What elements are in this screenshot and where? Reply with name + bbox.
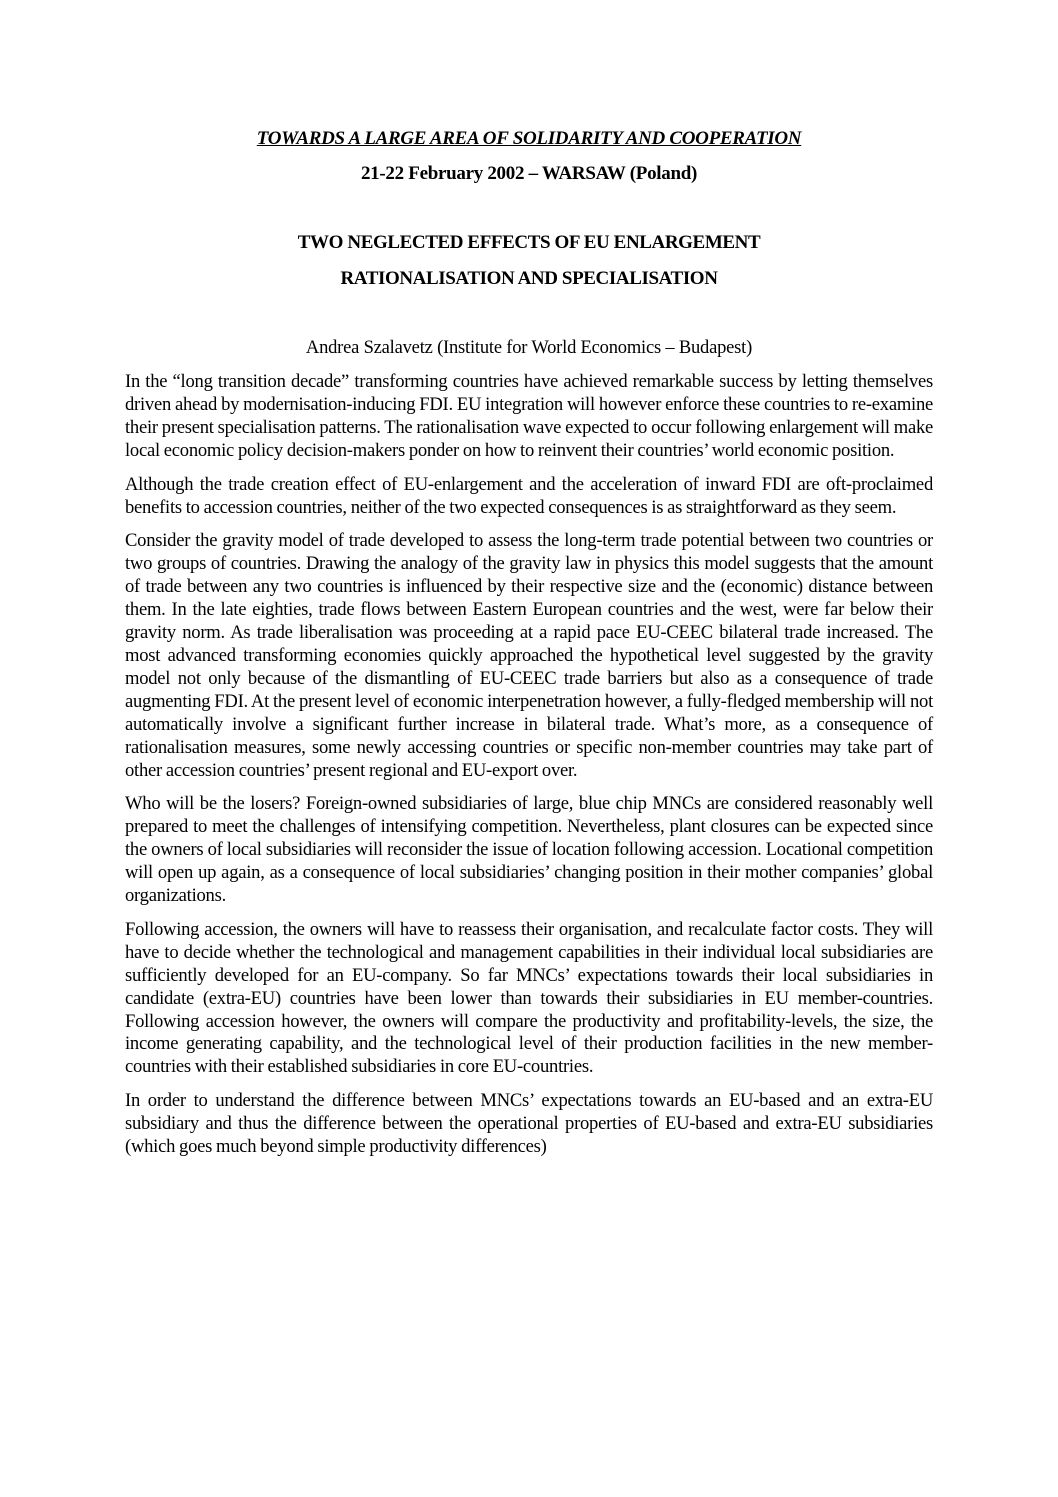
body-text (125, 371, 933, 1170)
paragraph: In the “long transition decade” transforming countries have achieved remarkable success by letting themselves driven ahead by modernisation-inducing FDI. EU integration will however enforce these countries to re-examine their present specialisation patterns. The rationalisation wave expected to occur following enlargement will make local economic policy decision-makers ponder on how to reinvent their countries’ world economic position. (125, 371, 933, 461)
paragraph: Who will be the losers? Foreign-owned subsidiaries of large, blue chip MNCs are considered reasonably well prepared to meet the challenges of intensifying competition. Nevertheless, plant closures can be expected since the owners of local subsidiaries will reconsider the issue of location following accession. Locational competition will open up again, as a consequence of local subsidiaries’ changing position in their mother companies’ global organizations. (125, 793, 933, 907)
paper-title-line-2: RATIONALISATION AND SPECIALISATION (340, 268, 718, 289)
paragraph: Although the trade creation effect of EU-enlargement and the acceleration of inward FDI are oft-proclaimed benefits to accession countries, neither of the two expected consequences is as straightforward as they seem. (125, 473, 933, 518)
paper-title-line-1: TWO NEGLECTED EFFECTS OF EU ENLARGEMENT (297, 232, 761, 253)
paragraph: In order to understand the difference between MNCs’ expectations towards an EU-based and an extra-EU subsidiary and thus the difference between the operational properties of EU-based and extra-EU subsidiaries (which goes much beyond simple productivity differences) (125, 1090, 933, 1158)
paragraph: Consider the gravity model of trade developed to assess the long-term trade potential between two countries or two groups of countries. Drawing the analogy of the gravity law in physics this model suggests that the amount of trade between any two countries is influenced by their respective size and the (economic) distance between them. In the late eighties, trade flows between Eastern European countries and the west, were far below their gravity norm. As trade liberalisation was proceeding at a rapid pace EU-CEEC bilateral trade increased. The most advanced transforming economies quickly approached the hypothetical level suggested by the gravity model not only because of the dismantling of EU-CEEC trade barriers but also as a consequence of trade augmenting FDI. At the present level of economic interpenetration however, a fully-fledged membership will not automatically involve a significant further increase in bilateral trade. What’s more, as a consequence of rationalisation measures, some newly accessing countries or specific non-member countries may take part of other accession countries’ present regional and EU-export over. (125, 530, 933, 781)
conference-date-place: 21-22 February 2002 – WARSAW (Poland) (360, 163, 698, 184)
author-affiliation: Andrea Szalavetz (Institute for World Economics – Budapest) (305, 338, 753, 358)
conference-title: TOWARDS A LARGE AREA OF SOLIDARITY AND COOPERATION (256, 128, 802, 149)
paragraph: Following accession, the owners will have to reassess their organisation, and recalculate factor costs. They will have to decide whether the technological and management capabilities in their individual local subsidiaries are sufficiently developed for an EU-company. So far MNCs’ expectations towards their local subsidiaries in candidate (extra-EU) countries have been lower than towards their subsidiaries in EU member-countries. Following accession however, the owners will compare the productivity and profitability-levels, the size, the income generating capability, and the technological level of their production facilities in the new member-countries with their established subsidiaries in core EU-countries. (125, 918, 933, 1078)
